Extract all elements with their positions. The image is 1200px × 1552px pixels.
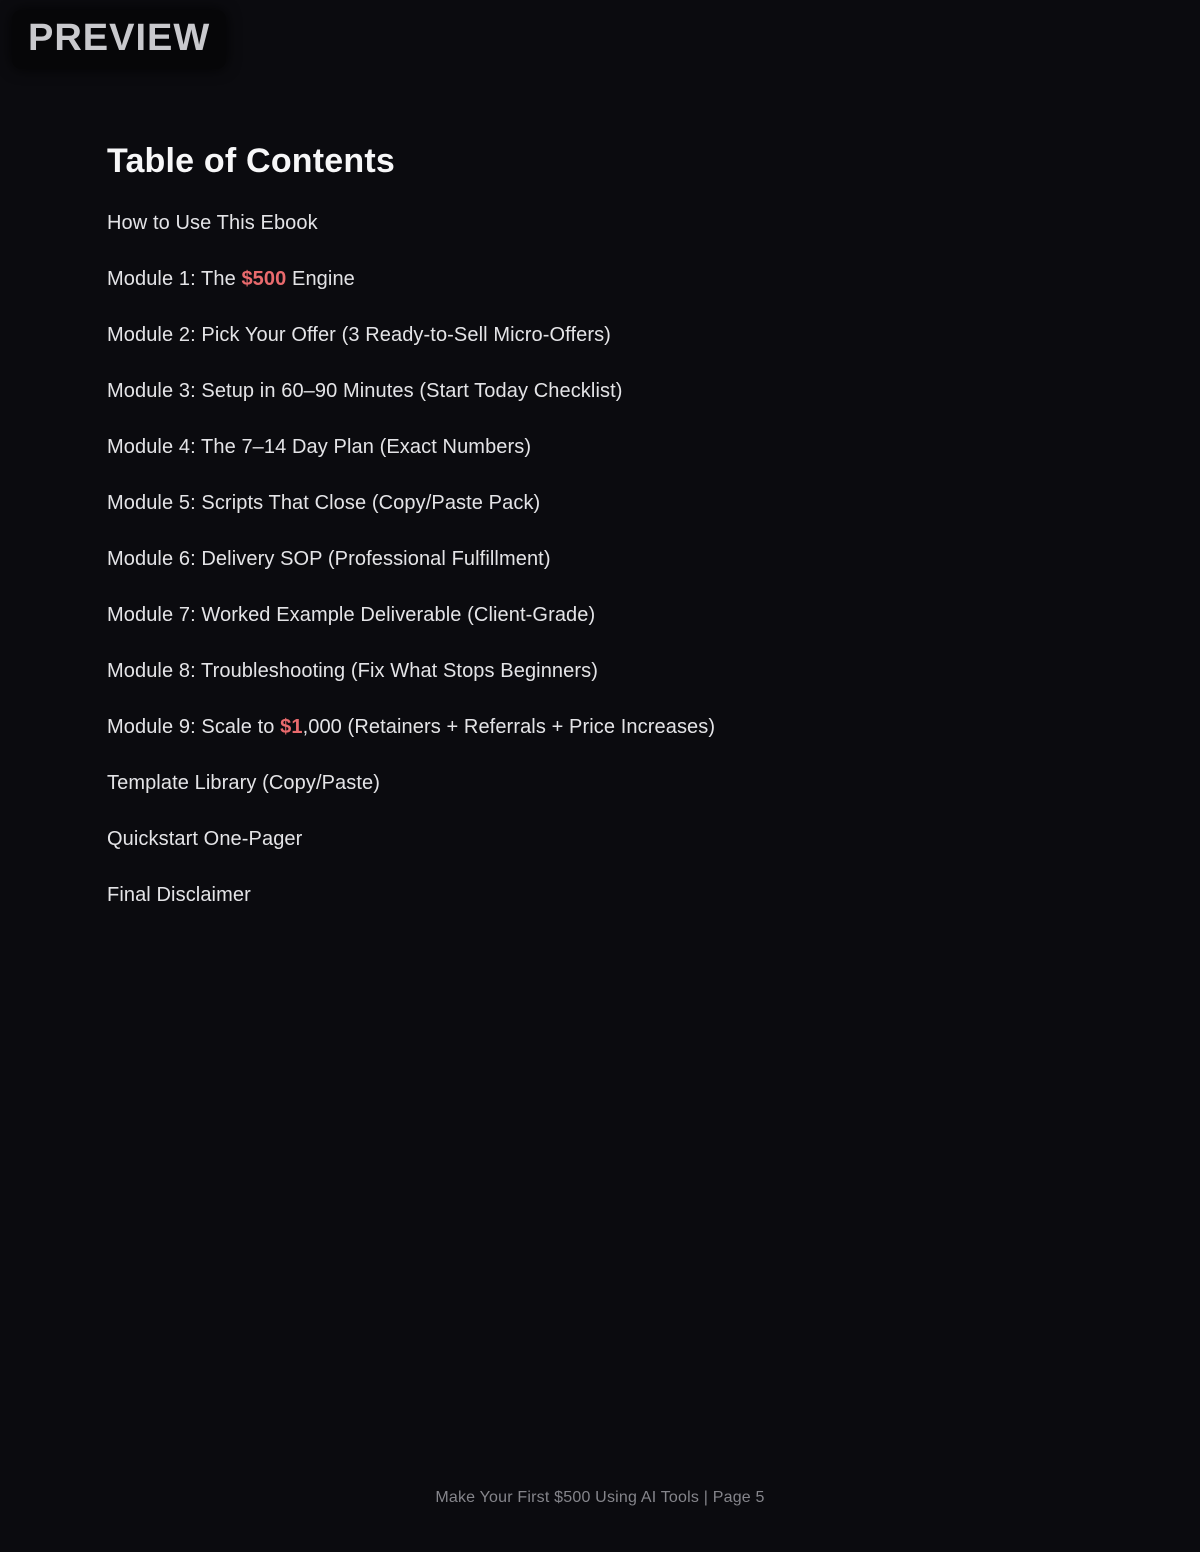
- toc-item: [107, 435, 1100, 459]
- toc-item: [107, 659, 1100, 683]
- toc-item-text: Engine: [286, 268, 355, 290]
- toc-section: [107, 142, 1100, 939]
- toc-item: [107, 715, 1100, 739]
- toc-item-text: Module 3: Setup in 60–90 Minutes (Start Today Checklist): [107, 380, 623, 402]
- toc-item-text: Module 2: Pick Your Offer (3 Ready-to-Sell Micro-Offers): [107, 324, 611, 346]
- toc-item: [107, 211, 1100, 235]
- toc-list: [107, 211, 1100, 907]
- toc-item-text: How to Use This Ebook: [107, 212, 318, 234]
- toc-item-text: Module 6: Delivery SOP (Professional Fulfillment): [107, 548, 551, 570]
- toc-item-text: Module 8: Troubleshooting (Fix What Stops Beginners): [107, 660, 599, 682]
- toc-item-text: Module 4: The 7–14 Day Plan (Exact Numbers): [107, 436, 532, 458]
- toc-item-text: Module 9: Scale to: [107, 716, 281, 738]
- toc-item-accent: $500: [241, 268, 287, 290]
- toc-item: [107, 547, 1100, 571]
- preview-watermark-badge: PREVIEW: [12, 10, 226, 69]
- toc-item: [107, 883, 1100, 907]
- toc-item-text: Template Library (Copy/Paste): [107, 772, 381, 794]
- toc-item: [107, 771, 1100, 795]
- page-footer: Make Your First $500 Using AI Tools | Page 5: [435, 1489, 765, 1506]
- toc-item-accent: $1: [280, 716, 303, 738]
- toc-item-text: ,000 (Retainers + Referrals + Price Increases): [302, 716, 716, 738]
- toc-item: [107, 267, 1100, 291]
- toc-item-text: Final Disclaimer: [107, 884, 251, 906]
- toc-item-text: Quickstart One-Pager: [107, 828, 303, 850]
- page-title: Table of Contents: [107, 142, 395, 180]
- toc-item-text: Module 7: Worked Example Deliverable (Client-Grade): [107, 604, 596, 626]
- toc-item: [107, 603, 1100, 627]
- toc-item-text: Module 1: The: [107, 268, 242, 290]
- toc-item: [107, 323, 1100, 347]
- toc-item: [107, 827, 1100, 851]
- toc-item-text: Module 5: Scripts That Close (Copy/Paste Pack): [107, 492, 541, 514]
- toc-item: [107, 379, 1100, 403]
- toc-item: [107, 491, 1100, 515]
